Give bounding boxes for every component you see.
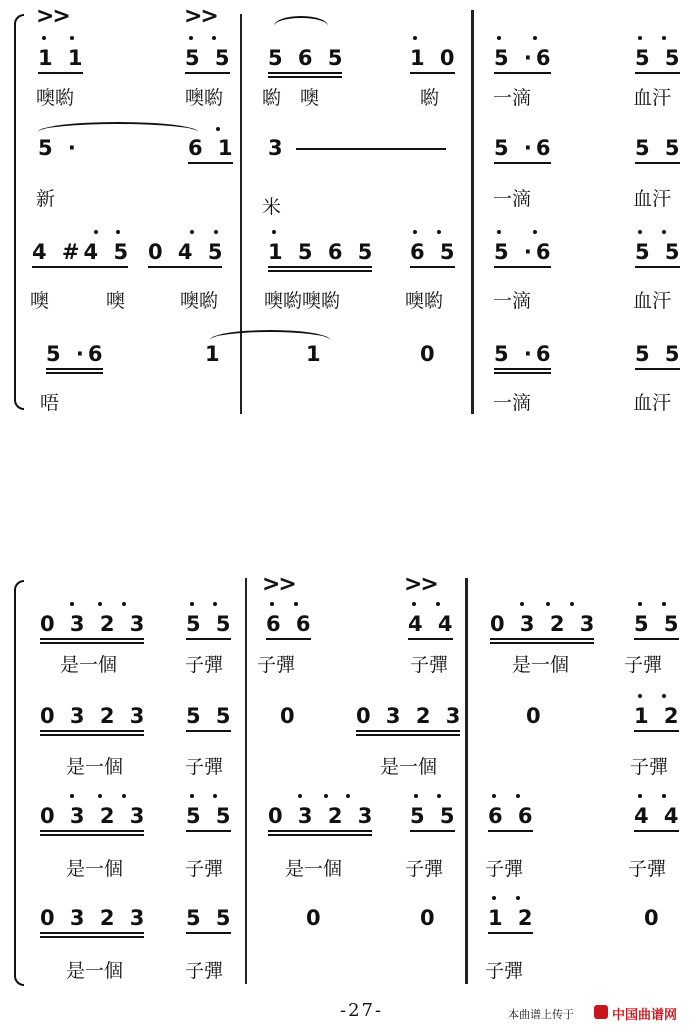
note-group: 5 5 — [635, 46, 684, 70]
octave-dot — [492, 896, 496, 900]
slur — [274, 16, 328, 26]
lyric: 米 — [262, 196, 282, 218]
note-group: 0 — [526, 704, 545, 728]
octave-dot — [570, 602, 574, 606]
note-group: 0 3 2 3 — [40, 906, 148, 930]
octave-dot — [216, 127, 220, 131]
lyric: 是一個 — [66, 858, 124, 880]
upload-note: 本曲谱上传于 — [508, 1008, 574, 1021]
note-group: 5 5 — [186, 804, 235, 828]
barline — [471, 10, 474, 414]
octave-dot — [516, 794, 520, 798]
octave-dot — [638, 694, 642, 698]
octave-dot — [298, 794, 302, 798]
lyric: 一滴 — [493, 188, 532, 210]
octave-dot — [214, 230, 218, 234]
octave-dot — [436, 602, 440, 606]
accent-mark: >> — [262, 572, 295, 597]
accent-mark: >> — [36, 4, 69, 29]
octave-dot — [270, 602, 274, 606]
octave-dot — [190, 230, 194, 234]
lyric: 噢喲 — [185, 87, 224, 109]
lyric: 子彈 — [185, 654, 224, 676]
note-group: 5 5 — [635, 136, 684, 160]
octave-dot — [116, 230, 120, 234]
octave-dot — [189, 36, 193, 40]
note-group: 1 — [306, 342, 325, 366]
octave-dot — [70, 794, 74, 798]
lyric: 血汗 — [633, 87, 672, 109]
lyric: 一滴 — [493, 87, 532, 109]
note-group: 5 5 — [635, 240, 684, 264]
octave-dot — [638, 794, 642, 798]
barline — [465, 578, 468, 984]
octave-dot — [533, 230, 537, 234]
lyric: 噢喲 — [36, 87, 75, 109]
octave-dot — [42, 36, 46, 40]
slur — [210, 330, 330, 340]
lyric: 子彈 — [185, 756, 224, 778]
octave-dot — [413, 230, 417, 234]
octave-dot — [213, 794, 217, 798]
octave-dot — [497, 230, 501, 234]
note-group: 5 · — [38, 136, 80, 160]
lyric: 喲 噢 — [262, 87, 320, 109]
octave-dot — [414, 794, 418, 798]
lyric: 子彈 — [485, 858, 524, 880]
system-2-bracket — [14, 580, 24, 986]
octave-dot — [638, 230, 642, 234]
note-group: 3 — [268, 136, 287, 160]
octave-dot — [122, 794, 126, 798]
lyric: 血汗 — [633, 188, 672, 210]
octave-dot — [546, 602, 550, 606]
lyric: 唔 — [40, 392, 60, 414]
note-group: 5 ·6 — [494, 46, 555, 70]
lyric: 子彈 — [630, 756, 669, 778]
octave-dot — [94, 230, 98, 234]
note-group: 1 2 — [488, 906, 537, 930]
octave-dot — [662, 794, 666, 798]
octave-dot — [413, 36, 417, 40]
note-group: 6 1 — [188, 136, 237, 160]
octave-dot — [346, 794, 350, 798]
note-group: 5 5 — [635, 342, 684, 366]
lyric: 血汗 — [633, 392, 672, 414]
note-group: 1 1 — [38, 46, 87, 70]
octave-dot — [212, 36, 216, 40]
note-group: 1 — [205, 342, 224, 366]
note-group: 6 6 — [266, 612, 315, 636]
lyric: 喲 — [420, 87, 440, 109]
note-group: 1 2 — [634, 704, 683, 728]
note-group: 6 5 — [410, 240, 459, 264]
octave-dot — [70, 36, 74, 40]
octave-dot — [662, 36, 666, 40]
lyric: 噢喲噢喲 — [264, 290, 341, 312]
barline — [240, 14, 242, 414]
note-group: 5 5 — [185, 46, 234, 70]
note-group: 0 3 2 3 — [40, 804, 148, 828]
octave-dot — [324, 794, 328, 798]
octave-dot — [520, 602, 524, 606]
slur — [38, 122, 198, 132]
note-group: 1 5 6 5 — [268, 240, 376, 264]
lyric: 噢 — [106, 290, 126, 312]
duration-dash — [296, 148, 446, 150]
octave-dot — [492, 794, 496, 798]
note-group: 0 4 5 — [148, 240, 226, 264]
note-group: 5 5 — [410, 804, 459, 828]
barline — [245, 578, 247, 984]
octave-dot — [190, 602, 194, 606]
note-group: 0 — [420, 342, 439, 366]
note-group: 0 — [420, 906, 439, 930]
lyric: 子彈 — [624, 654, 663, 676]
lyric: 新 — [36, 188, 56, 210]
octave-dot — [662, 602, 666, 606]
note-group: 0 — [306, 906, 325, 930]
octave-dot — [497, 36, 501, 40]
lyric: 一滴 — [493, 392, 532, 414]
octave-dot — [638, 36, 642, 40]
lyric: 子彈 — [485, 960, 524, 982]
lyric: 是一個 — [512, 654, 570, 676]
accent-mark: >> — [184, 4, 217, 29]
note-group: 0 3 2 3 — [268, 804, 376, 828]
lyric: 是一個 — [285, 858, 343, 880]
octave-dot — [190, 794, 194, 798]
octave-dot — [122, 602, 126, 606]
lyric: 子彈 — [410, 654, 449, 676]
site-logo-icon — [594, 1005, 608, 1019]
octave-dot — [533, 36, 537, 40]
octave-dot — [437, 230, 441, 234]
note-group: 4 4 — [408, 612, 457, 636]
octave-dot — [70, 602, 74, 606]
note-group: 0 3 2 3 — [356, 704, 464, 728]
note-group: 5 ·6 — [46, 342, 107, 366]
note-group: 5 5 — [634, 612, 683, 636]
note-group: 5 ·6 — [494, 136, 555, 160]
octave-dot — [98, 602, 102, 606]
lyric: 子彈 — [628, 858, 667, 880]
octave-dot — [437, 794, 441, 798]
lyric: 子彈 — [405, 858, 444, 880]
octave-dot — [662, 694, 666, 698]
note-group: 5 5 — [186, 704, 235, 728]
lyric: 是一個 — [380, 756, 438, 778]
lyric: 血汗 — [633, 290, 672, 312]
note-group: 1 0 — [410, 46, 459, 70]
note-group: 0 3 2 3 — [40, 704, 148, 728]
octave-dot — [272, 230, 276, 234]
note-group: 0 3 2 3 — [490, 612, 598, 636]
note-group: 0 3 2 3 — [40, 612, 148, 636]
lyric: 子彈 — [185, 858, 224, 880]
note-group: 4 4 — [634, 804, 683, 828]
system-1-bracket — [14, 14, 24, 410]
lyric: 子彈 — [185, 960, 224, 982]
accent-mark: >> — [404, 572, 437, 597]
note-group: 5 5 — [186, 906, 235, 930]
lyric: 噢喲 — [405, 290, 444, 312]
page-number: -27- — [340, 1000, 384, 1021]
note-group: 0 — [280, 704, 299, 728]
octave-dot — [98, 794, 102, 798]
note-group: 5 6 5 — [268, 46, 346, 70]
octave-dot — [638, 602, 642, 606]
site-logo[interactable]: 中国曲谱网 — [612, 1008, 678, 1023]
lyric: 是一個 — [66, 960, 124, 982]
note-group: 0 — [644, 906, 663, 930]
note-group: 4 #4 5 — [32, 240, 132, 264]
note-group: 5 5 — [186, 612, 235, 636]
octave-dot — [213, 602, 217, 606]
octave-dot — [412, 602, 416, 606]
octave-dot — [294, 602, 298, 606]
note-group: 5 ·6 — [494, 240, 555, 264]
octave-dot — [662, 230, 666, 234]
lyric: 是一個 — [60, 654, 118, 676]
lyric: 一滴 — [493, 290, 532, 312]
octave-dot — [516, 896, 520, 900]
lyric: 噢喲 — [180, 290, 219, 312]
note-group: 5 ·6 — [494, 342, 555, 366]
lyric: 是一個 — [66, 756, 124, 778]
lyric: 噢 — [30, 290, 50, 312]
note-group: 6 6 — [488, 804, 537, 828]
lyric: 子彈 — [257, 654, 296, 676]
